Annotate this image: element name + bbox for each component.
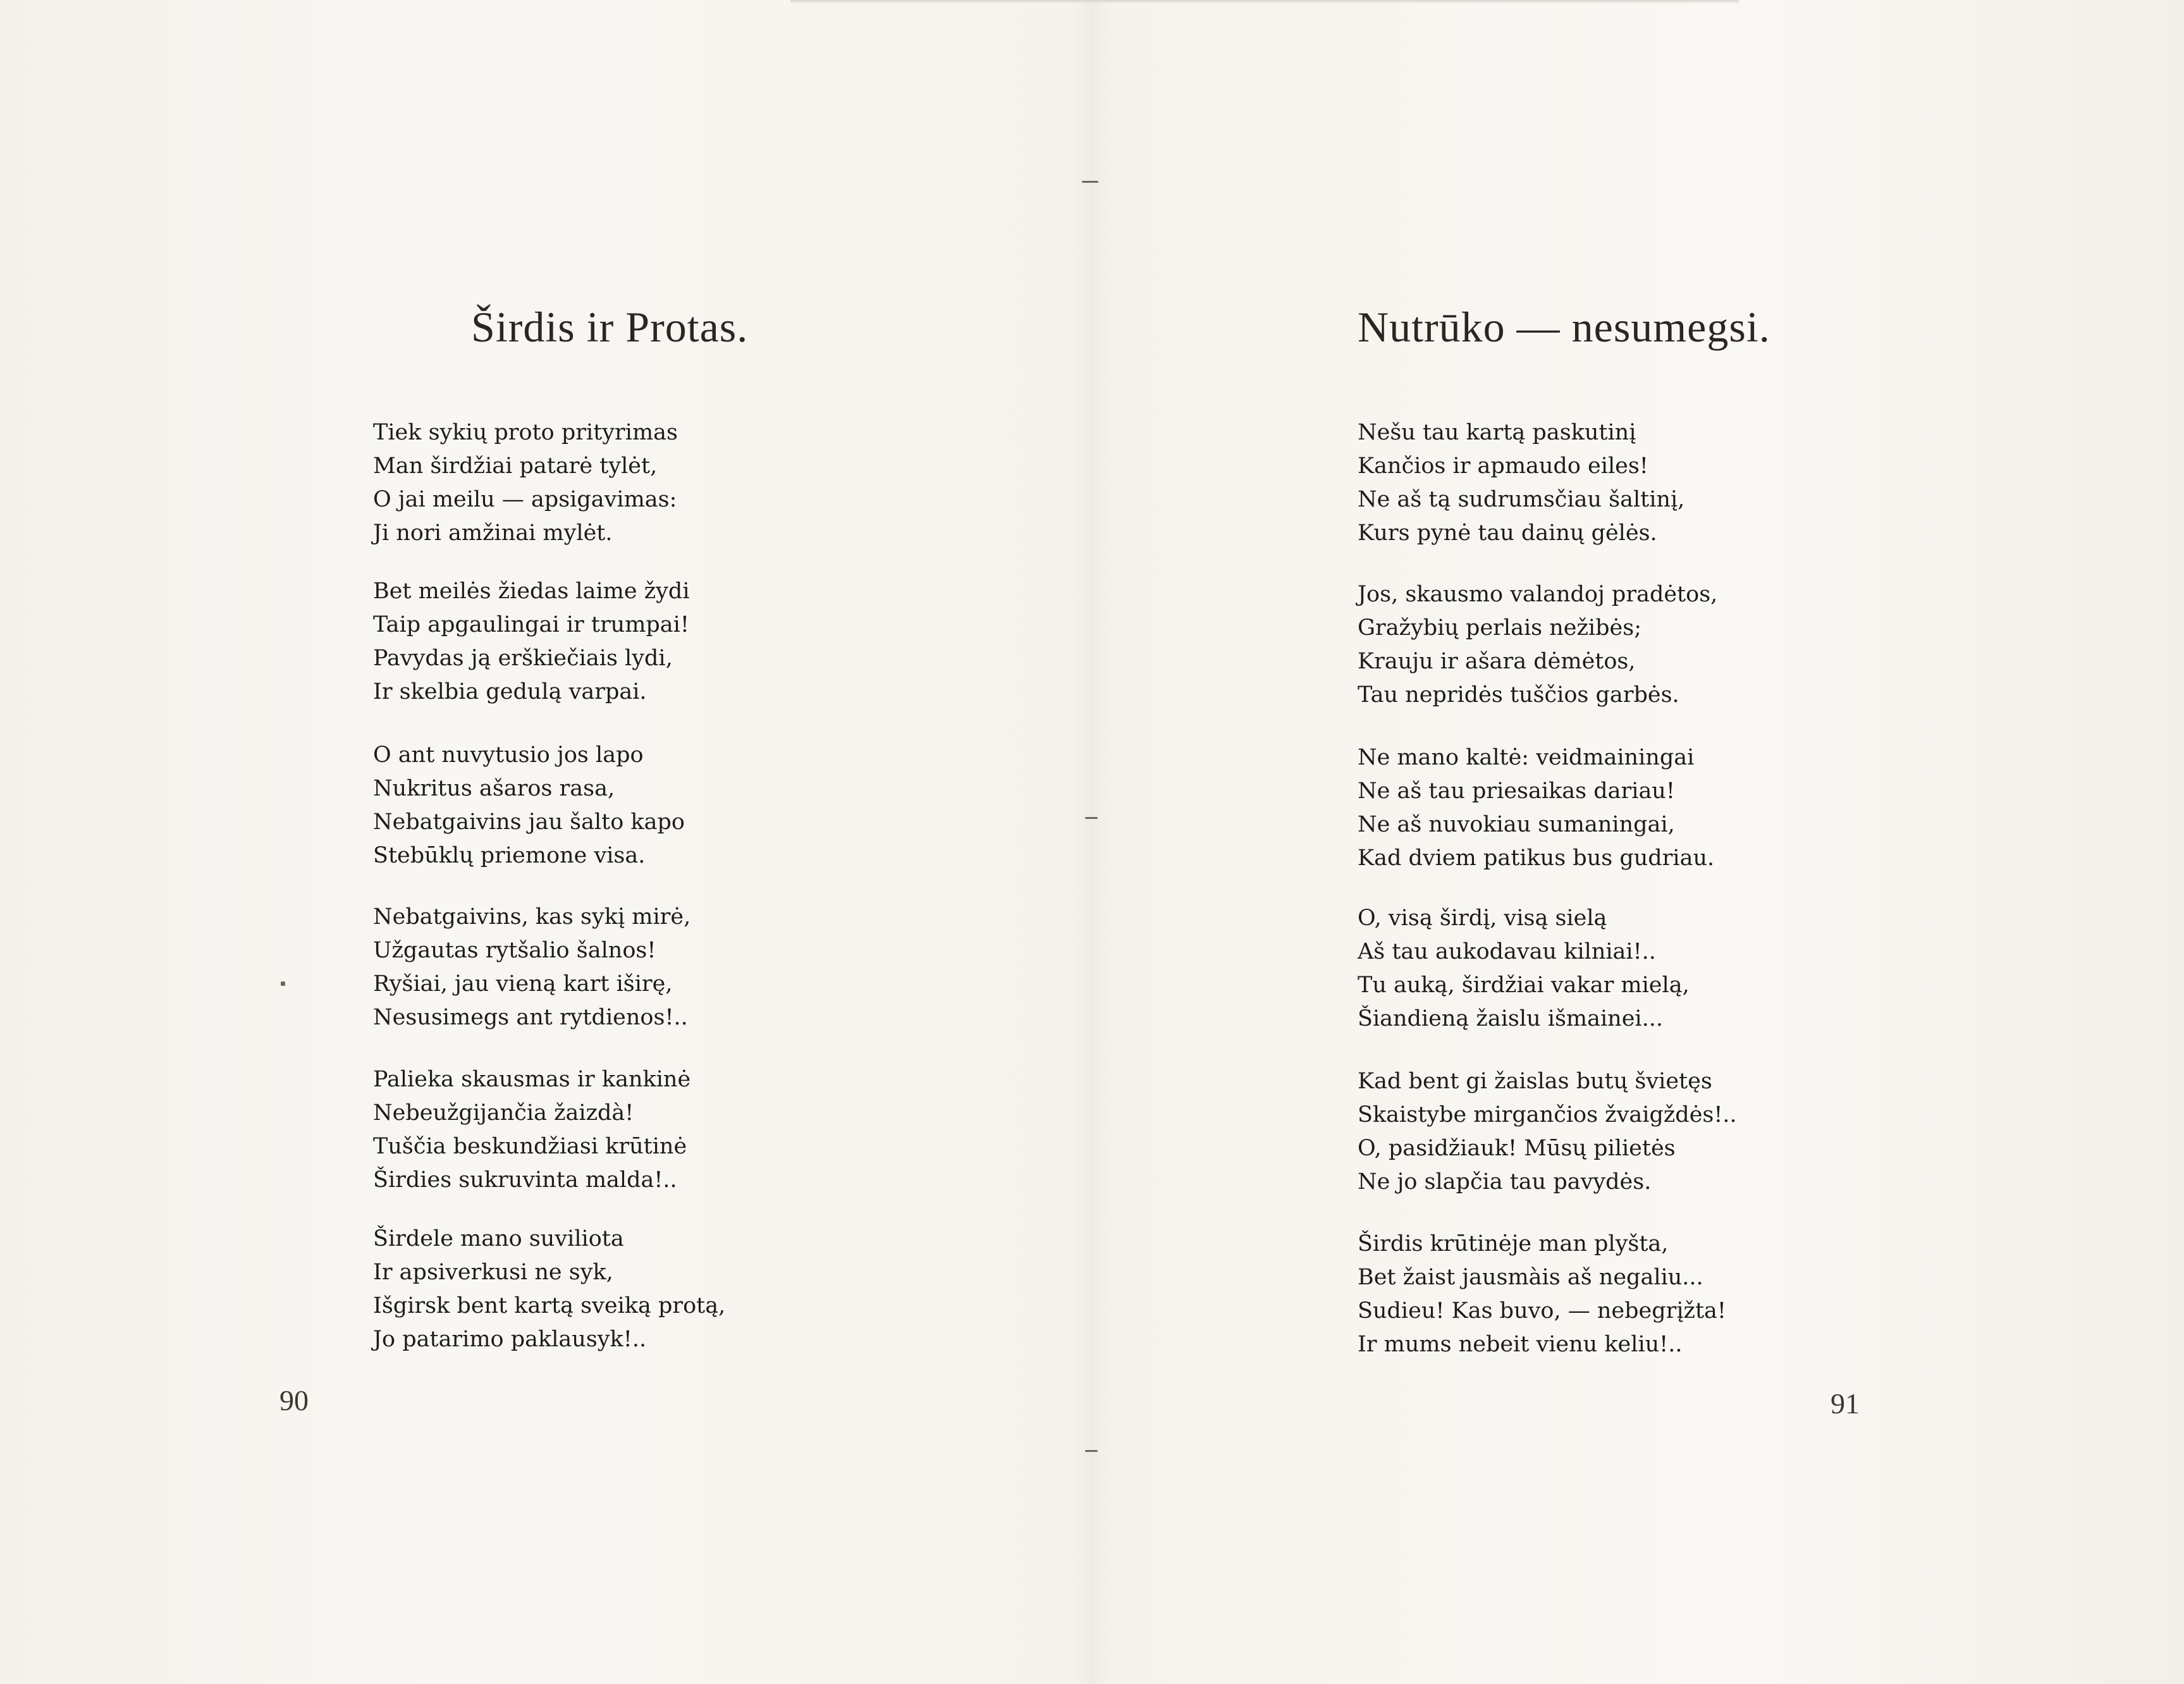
verse-line: Nebatgaivins, kas sykį mirė,	[373, 904, 691, 930]
verse-line: Bet meilės žiedas laime žydi	[373, 579, 690, 604]
stanza	[373, 416, 678, 550]
verse-line: Nebatgaivins jau šalto kapo	[373, 809, 685, 835]
verse-line: Ne aš tau priesaikas dariau!	[1358, 778, 1675, 804]
verse-line: Širdele mano suviliota	[373, 1226, 624, 1251]
stanza	[373, 1063, 690, 1197]
verse-line: Tau nepridės tuščios garbės.	[1358, 682, 1679, 708]
verse-line: Ne aš nuvokiau sumaningai,	[1358, 812, 1675, 837]
verse-line: Išgirsk bent kartą sveiką protą,	[373, 1293, 726, 1318]
verse-line: Bet žaist jausmàis aš negaliu...	[1358, 1265, 1703, 1290]
verse-line: Gražybių perlais nežibės;	[1358, 615, 1641, 641]
verse-line: Kad dviem patikus bus gudriau.	[1358, 845, 1715, 871]
verse-line: Jo patarimo paklausyk!..	[373, 1327, 647, 1352]
verse-line: Kurs pynė tau dainų gėlės.	[1358, 520, 1657, 546]
ink-speck	[281, 981, 285, 986]
verse-line: O, visą širdį, visą sielą	[1358, 906, 1607, 931]
verse-line: O jai meilu — apsigavimas:	[373, 487, 677, 512]
verse-line: Ne mano kaltė: veidmainingai	[1358, 745, 1695, 770]
verse-line: Šiandieną žaislu išmainei...	[1358, 1006, 1663, 1031]
verse-line: Tuščia beskundžiasi krūtinė	[373, 1134, 687, 1159]
verse-line: Užgautas rytšalio šalnos!	[373, 938, 656, 963]
verse-line: Tiek sykių proto prityrimas	[373, 420, 678, 445]
verse-line: Širdies sukruvinta malda!..	[373, 1167, 677, 1193]
stanza	[373, 575, 690, 709]
verse-line: Kad bent gi žaislas butų švietęs	[1358, 1069, 1712, 1094]
page-number: 91	[1831, 1387, 1860, 1420]
stanza	[1358, 1227, 1726, 1361]
verse-line: O, pasidžiauk! Mūsų pilietės	[1358, 1136, 1676, 1161]
verse-line: Taip apgaulingai ir trumpai!	[373, 612, 689, 637]
verse-line: Širdis krūtinėje man plyšta,	[1358, 1231, 1669, 1257]
verse-line: Ji nori amžinai mylėt.	[373, 520, 613, 546]
verse-line: O ant nuvytusio jos lapo	[373, 742, 644, 768]
verse-line: Skaistybe mirgančios žvaigždės!..	[1358, 1102, 1737, 1128]
gutter-mark	[1085, 817, 1098, 819]
verse-line: Nebeužgijančia žaizdà!	[373, 1100, 634, 1126]
verse-line: Ir apsiverkusi ne syk,	[373, 1260, 613, 1285]
stanza	[1358, 416, 1684, 550]
stanza	[1358, 1065, 1737, 1199]
stanza	[373, 1222, 725, 1356]
verse-line: Ryšiai, jau vieną kart iširę,	[373, 971, 673, 997]
verse-line: Aš tau aukodavau kilniai!..	[1358, 939, 1656, 964]
verse-line: Nukritus ašaros rasa,	[373, 776, 615, 801]
verse-line: Jos, skausmo valandoj pradėtos,	[1358, 582, 1718, 607]
stanza	[1358, 578, 1717, 712]
verse-line: Krauju ir ašara dėmėtos,	[1358, 649, 1636, 674]
poem-title: Nutrūko — nesumegsi.	[1358, 303, 1770, 351]
verse-line: Ne jo slapčia tau pavydės.	[1358, 1169, 1652, 1195]
verse-line: Pavydas ją erškiečiais lydi,	[373, 646, 673, 671]
verse-line: Stebūklų priemone visa.	[373, 843, 646, 868]
stanza	[373, 900, 690, 1035]
verse-line: Kančios ir apmaudo eiles!	[1358, 453, 1648, 479]
poem-title: Širdis ir Protas.	[471, 303, 749, 351]
verse-line: Palieka skausmas ir kankinė	[373, 1067, 691, 1092]
verse-line: Ir skelbia gedulą varpai.	[373, 679, 647, 704]
verse-line: Ne aš tą sudrumsčiau šaltinį,	[1358, 487, 1685, 512]
verse-line: Man širdžiai patarė tylėt,	[373, 453, 658, 479]
stanza	[1358, 902, 1690, 1036]
verse-line: Sudieu! Kas buvo, — nebegrįžta!	[1358, 1298, 1726, 1324]
verse-line: Tu auką, širdžiai vakar mielą,	[1358, 973, 1690, 998]
stanza	[1358, 741, 1714, 875]
verse-line: Nesusimegs ant rytdienos!..	[373, 1005, 688, 1030]
verse-line: Nešu tau kartą paskutinį	[1358, 420, 1636, 445]
stanza	[373, 739, 685, 873]
gutter-mark	[1082, 181, 1098, 183]
page-number: 90	[279, 1384, 309, 1417]
gutter-mark	[1085, 1450, 1098, 1452]
verse-line: Ir mums nebeit vienu keliu!..	[1358, 1332, 1683, 1357]
right-page	[1092, 0, 2184, 1684]
